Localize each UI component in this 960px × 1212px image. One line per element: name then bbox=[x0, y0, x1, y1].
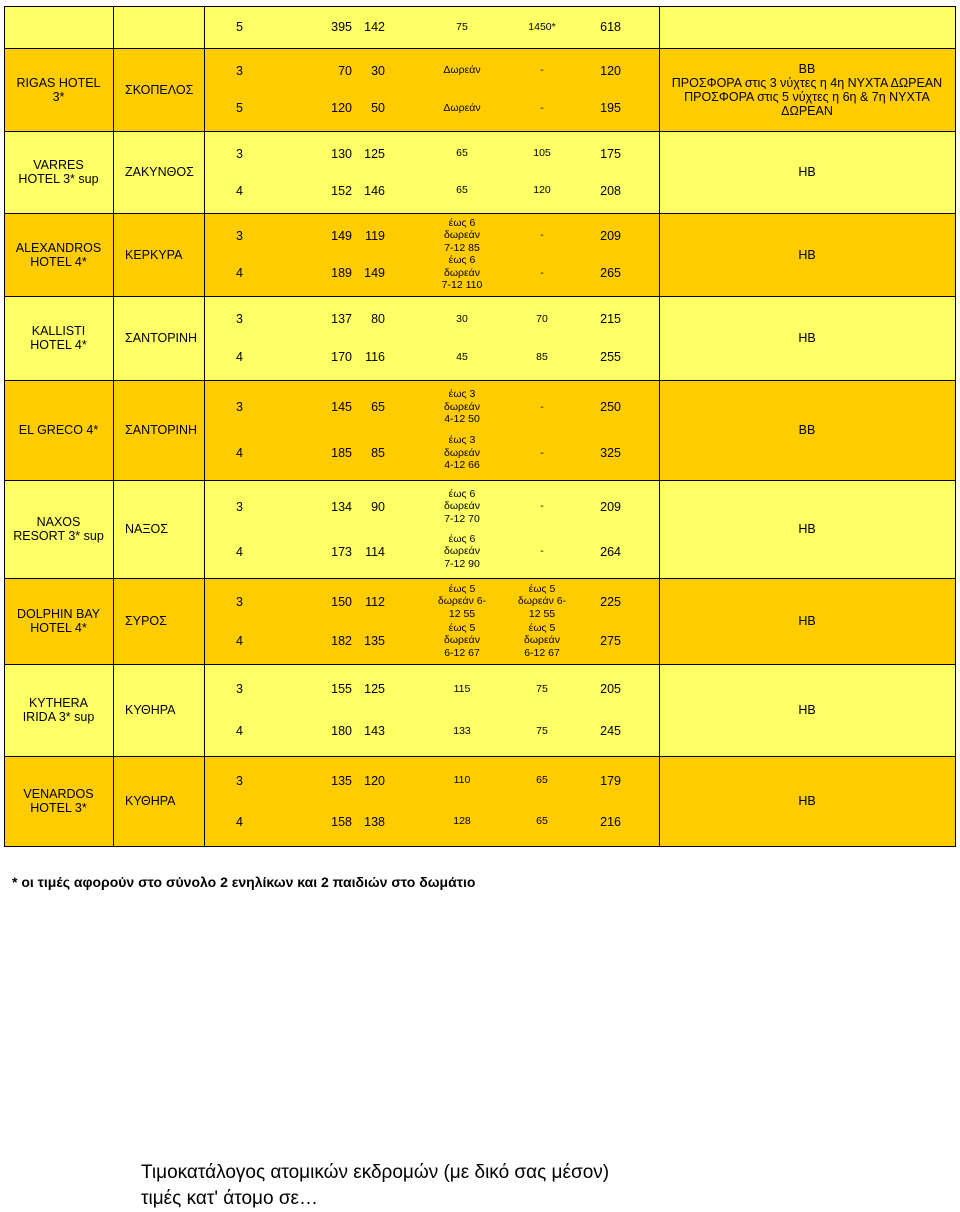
price-value: 3 bbox=[236, 400, 243, 414]
board-note: HB bbox=[798, 794, 816, 808]
board-note: BB ΠΡΟΣΦΟΡΑ στις 3 νύχτες η 4η ΝΥΧΤΑ ΔΩΡΕΑΝ ΠΡΟΣΦΟΡΑ στις 5 νύχτες η 6η & 7η ΝΥΧΤΑ ΔΩΡΕΑΝ bbox=[671, 61, 943, 118]
price-value: 112 bbox=[365, 594, 385, 609]
destination: ΚΥΘΗΡΑ bbox=[125, 703, 176, 717]
price-value: 30 bbox=[371, 63, 385, 78]
price-value: Δωρεάν bbox=[443, 64, 481, 77]
price-value: 170 bbox=[331, 350, 352, 364]
price-value: 215 bbox=[600, 312, 621, 326]
price-value: έως 3 δωρεάν 4-12 66 bbox=[443, 434, 481, 471]
price-value: 65 bbox=[456, 184, 468, 196]
price-value: 179 bbox=[600, 773, 621, 788]
price-value: 189 bbox=[331, 266, 352, 281]
price-value: 245 bbox=[600, 724, 621, 738]
hotel-name: VARRES HOTEL 3* sup bbox=[18, 158, 99, 186]
price-value: 5 bbox=[236, 101, 243, 116]
price-value: 3 bbox=[236, 228, 243, 243]
price-value: 3 bbox=[236, 312, 243, 326]
hotel-name: KYTHERA IRIDA 3* sup bbox=[22, 696, 95, 724]
price-value: έως 6 δωρεάν 7-12 70 bbox=[443, 487, 481, 525]
price-value: 65 bbox=[536, 815, 548, 827]
price-value: 75 bbox=[536, 682, 548, 695]
price-value: 3 bbox=[236, 146, 243, 161]
price-value: 3 bbox=[236, 63, 243, 78]
board-note: HB bbox=[798, 331, 816, 345]
price-value: 4 bbox=[236, 350, 243, 364]
price-value: Δωρεάν bbox=[443, 101, 481, 114]
board-note: BB bbox=[798, 423, 816, 437]
price-value: 120 bbox=[331, 101, 352, 116]
price-value: έως 6 δωρεάν 7-12 110 bbox=[441, 254, 483, 292]
price-value: 30 bbox=[456, 312, 468, 325]
price-value: 618 bbox=[600, 20, 621, 34]
price-value: 138 bbox=[364, 814, 385, 829]
hotel-name: DOLPHIN BAY HOTEL 4* bbox=[16, 607, 101, 635]
price-value: 120 bbox=[364, 773, 385, 788]
price-value: - bbox=[540, 229, 544, 242]
price-value: 395 bbox=[331, 20, 352, 34]
price-value: 110 bbox=[453, 774, 471, 786]
price-value: 143 bbox=[364, 724, 385, 738]
price-value: - bbox=[540, 266, 544, 279]
price-value: 80 bbox=[371, 312, 385, 326]
price-value: 4 bbox=[236, 633, 243, 648]
price-value: 4 bbox=[236, 446, 243, 460]
price-value: - bbox=[540, 446, 544, 459]
board-note: HB bbox=[798, 703, 816, 717]
price-value: 264 bbox=[600, 544, 621, 559]
price-value: 150 bbox=[331, 594, 352, 609]
price-value: 173 bbox=[331, 544, 352, 559]
footnote: * οι τιμές αφορούν στο σύνολο 2 ενηλίκων και 2 παιδιών στο δωμάτιο bbox=[12, 874, 476, 890]
price-value: 4 bbox=[236, 266, 243, 281]
price-value: 116 bbox=[365, 350, 385, 364]
price-value: 205 bbox=[600, 682, 621, 696]
price-value: 216 bbox=[600, 814, 621, 829]
price-value: 125 bbox=[364, 146, 385, 161]
price-value: 75 bbox=[456, 20, 468, 33]
destination: ΣΑΝΤΟΡΙΝΗ bbox=[125, 331, 198, 345]
price-value: 146 bbox=[364, 183, 385, 198]
price-value: 135 bbox=[331, 773, 352, 788]
destination: ΣΥΡΟΣ bbox=[125, 614, 167, 628]
price-value: 3 bbox=[236, 594, 243, 609]
price-value: 4 bbox=[236, 544, 243, 559]
price-value: 4 bbox=[236, 814, 243, 829]
price-value: έως 3 δωρεάν 4-12 50 bbox=[443, 388, 481, 425]
destination: ΚΥΘΗΡΑ bbox=[125, 794, 176, 808]
price-value: 114 bbox=[365, 544, 385, 559]
price-value: 142 bbox=[364, 20, 385, 34]
price-value: 125 bbox=[364, 682, 385, 696]
price-value: 182 bbox=[331, 633, 352, 648]
price-value: 149 bbox=[331, 228, 352, 243]
hotel-cell bbox=[4, 6, 114, 49]
price-value: 4 bbox=[236, 183, 243, 198]
price-value: 85 bbox=[536, 350, 548, 363]
price-value: 255 bbox=[600, 350, 621, 364]
hotel-name: VENARDOS HOTEL 3* bbox=[23, 787, 94, 815]
hotel-name: KALLISTI HOTEL 4* bbox=[30, 324, 87, 352]
price-value: 5 bbox=[236, 20, 243, 34]
price-value: - bbox=[540, 545, 544, 557]
price-value: 105 bbox=[533, 147, 551, 159]
board-note: HB bbox=[798, 247, 816, 262]
price-value: 128 bbox=[453, 815, 471, 827]
prices-cell bbox=[204, 48, 660, 132]
hotel-name: EL GRECO 4* bbox=[18, 423, 99, 437]
prices-cell bbox=[204, 664, 660, 757]
price-value: έως 6 δωρεάν 7-12 90 bbox=[443, 532, 481, 570]
price-value: 70 bbox=[536, 312, 548, 325]
price-value: 209 bbox=[600, 228, 621, 243]
price-value: 4 bbox=[236, 724, 243, 738]
price-value: 90 bbox=[371, 499, 385, 514]
price-value: 275 bbox=[600, 633, 621, 648]
price-value: 65 bbox=[536, 774, 548, 786]
destination: ΝΑΞΟΣ bbox=[125, 522, 168, 536]
price-value: 130 bbox=[331, 146, 352, 161]
hotel-name: RIGAS HOTEL 3* bbox=[16, 75, 101, 104]
price-value: 325 bbox=[600, 446, 621, 460]
price-value: 250 bbox=[600, 400, 621, 414]
price-value: 145 bbox=[331, 400, 352, 414]
title-line-1: Τιμοκατάλογος ατομικών εκδρομών (με δικό σας μέσον) bbox=[141, 1162, 610, 1183]
price-value: 265 bbox=[600, 266, 621, 281]
destination: ΚΕΡΚΥΡΑ bbox=[125, 247, 183, 262]
title-line-2: τιμές κατ' άτομο σε… bbox=[141, 1188, 319, 1209]
prices-cell bbox=[204, 296, 660, 381]
price-value: 149 bbox=[364, 266, 385, 281]
destination: ΣΚΟΠΕΛΟΣ bbox=[125, 82, 194, 97]
place-cell bbox=[113, 6, 205, 49]
hotel-name: ALEXANDROS HOTEL 4* bbox=[15, 240, 102, 269]
page-title bbox=[141, 1160, 609, 1212]
price-value: έως 5 δωρεάν 6-12 67 bbox=[443, 621, 481, 659]
price-value: 195 bbox=[600, 101, 621, 116]
price-value: - bbox=[540, 400, 544, 413]
price-value: 180 bbox=[331, 724, 352, 738]
price-value: 158 bbox=[331, 814, 352, 829]
destination: ΖΑΚΥΝΘΟΣ bbox=[125, 165, 194, 179]
price-value: 70 bbox=[338, 63, 352, 78]
price-value: 65 bbox=[371, 400, 385, 414]
price-value: 155 bbox=[331, 682, 352, 696]
price-value: 1450* bbox=[528, 20, 556, 33]
price-value: 3 bbox=[236, 773, 243, 788]
price-value: 3 bbox=[236, 682, 243, 696]
price-value: - bbox=[540, 101, 544, 114]
price-value: έως 6 δωρεάν 7-12 85 bbox=[443, 216, 481, 254]
price-value: 65 bbox=[456, 147, 468, 159]
price-value: 85 bbox=[371, 446, 385, 460]
price-value: 225 bbox=[600, 594, 621, 609]
price-value: 115 bbox=[453, 682, 471, 695]
price-value: έως 5 δωρεάν 6-12 67 bbox=[523, 621, 561, 659]
price-value: έως 5 δωρεάν 6- 12 55 bbox=[517, 582, 567, 620]
price-value: 185 bbox=[331, 446, 352, 460]
board-note: HB bbox=[798, 165, 816, 179]
board-note: HB bbox=[798, 614, 816, 628]
price-value: - bbox=[540, 64, 544, 77]
price-value: 137 bbox=[331, 312, 352, 326]
price-value: 75 bbox=[536, 724, 548, 737]
price-value: 50 bbox=[371, 101, 385, 116]
price-value: 45 bbox=[456, 350, 468, 363]
price-value: 134 bbox=[331, 499, 352, 514]
price-value: 120 bbox=[600, 63, 621, 78]
price-value: 208 bbox=[600, 183, 621, 198]
prices-cell bbox=[204, 756, 660, 847]
price-value: 3 bbox=[236, 499, 243, 514]
price-value: 120 bbox=[533, 184, 551, 196]
price-value: έως 5 δωρεάν 6- 12 55 bbox=[437, 582, 487, 620]
price-value: 135 bbox=[364, 633, 385, 648]
destination: ΣΑΝΤΟΡΙΝΗ bbox=[125, 423, 198, 437]
price-value: 209 bbox=[600, 499, 621, 514]
price-value: 175 bbox=[600, 146, 621, 161]
board-note: HB bbox=[798, 522, 816, 536]
prices-cell bbox=[204, 131, 660, 214]
note-cell bbox=[659, 6, 956, 49]
hotel-name: NAXOS RESORT 3* sup bbox=[13, 515, 104, 543]
price-value: 119 bbox=[365, 228, 385, 243]
price-value: 133 bbox=[453, 724, 471, 737]
price-value: 152 bbox=[331, 183, 352, 198]
price-value: - bbox=[540, 500, 544, 512]
